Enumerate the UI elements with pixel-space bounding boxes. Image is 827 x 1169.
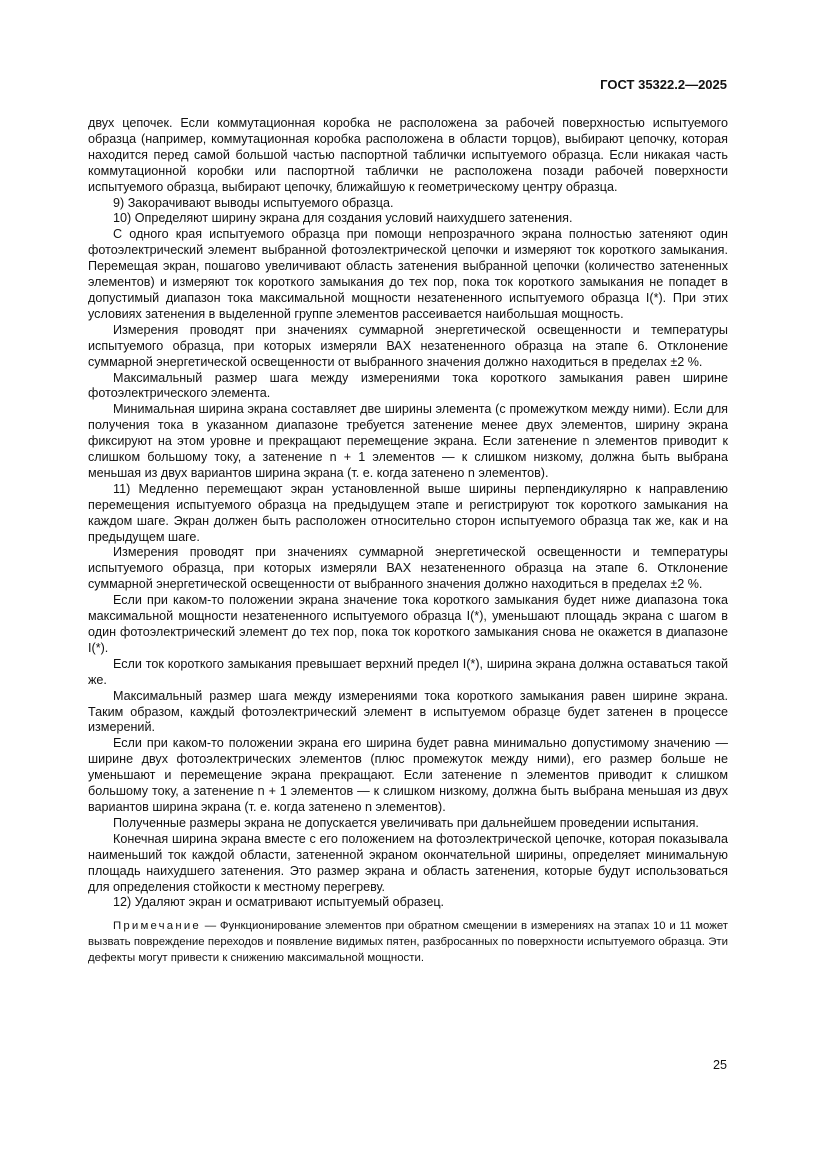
paragraph: 9) Закорачивают выводы испытуемого образца. <box>113 195 394 210</box>
page-number: 25 <box>712 1058 727 1072</box>
paragraph: Максимальный размер шага между измерениями тока короткого замыкания равен ширине экрана. Таким образом, каждый фотоэлектрический элемент в испытуемом образце будет затенен в процессе измерений. <box>88 688 728 735</box>
paragraph: Конечная ширина экрана вместе с его положением на фотоэлектрической цепочке, которая показывала наименьший ток каждой области, затененной экраном окончательной ширины, определяет минимальную площадь наихудшего затенения. Это размер экрана и область затенения, которые будут использоваться для определения стойкости к местному перегреву. <box>88 831 728 894</box>
note-label: Примечание <box>113 920 201 933</box>
paragraph: Измерения проводят при значениях суммарной энергетической освещенности и температуры испытуемого образца, при которых измеряли ВАХ незатененного образца на этапе 6. Отклонение суммарной энергетической освещенности от выбранного значения должно находиться в пределах ±2 %. <box>88 545 728 592</box>
paragraph: Минимальная ширина экрана составляет две ширины элемента (с промежутком между ними). Если для получения тока в указанном диапазоне требуется затенение менее двух элементов, ширину экрана фиксируют на этом уровне и прекращают перемещение экрана. Если затенение n элементов приводит к слишком большому току, а затенение n + 1 элементов — к слишком низкому, должна быть выбрана меньшая из двух вариантов ширина экрана (т. е. когда затенено n элементов). <box>88 402 728 480</box>
note-text: — Функционирование элементов при обратном смещении в измерениях на этапах 10 и 11 может вызвать повреждение переходов и появление видимых пятен, разбросанных по поверхности испытуемого образца. Эти дефекты могут привести к снижению максимальной мощности. <box>88 920 728 964</box>
paragraph: 12) Удаляют экран и осматривают испытуемый образец. <box>113 895 445 910</box>
note <box>88 919 728 966</box>
paragraph: Измерения проводят при значениях суммарной энергетической освещенности и температуры испытуемого образца, при которых измеряли ВАХ незатененного образца на этапе 6. Отклонение суммарной энергетической освещенности от выбранного значения должно находиться в пределах ±2 %. <box>88 322 728 369</box>
page-content <box>88 116 728 966</box>
paragraph: С одного края испытуемого образца при помощи непрозрачного экрана полностью затеняют один фотоэлектрический элемент выбранной фотоэлектрической цепочки и измеряют ток короткого замыкания. Перемещая экран, пошагово увеличивают область затенения выбранной цепочки (количество затененных элементов) и измеряют ток короткого замыкания до тех пор, пока ток короткого замыкания не попадет в допустимый диапазон тока максимальной мощности незатененного испытуемого образца I(*). При этих условиях затенения в выделенной группе элементов рассеивается наибольшая мощность. <box>88 227 728 321</box>
paragraph: двух цепочек. Если коммутационная коробка не расположена за рабочей поверхностью испытуемого образца (например, коммутационная коробка расположена в области торцов), выбирают цепочку, которая находится перед самой большой частью паспортной таблички испытуемого образца. Если никакая часть коммутационной коробки или паспортной таблички не расположена позади рабочей поверхности испытуемого образца, выбирают цепочку, ближайшую к геометрическому центру образца. <box>88 116 728 194</box>
paragraph: Если при каком-то положении экрана его ширина будет равна минимально допустимому значению — ширине двух фотоэлектрических элементов (плюс промежуток между ними), его размер больше не уменьшают и перемещение экрана прекращают. Если затенение n элементов приводит к слишком большому току, а затенение n + 1 элементов — к слишком низкому, должна быть выбрана меньшая из двух вариантов ширина экрана (т. е. когда затенено n элементов). <box>88 736 728 814</box>
paragraph: 10) Определяют ширину экрана для создания условий наихудшего затенения. <box>113 211 573 226</box>
document-header: ГОСТ 35322.2—2025 <box>600 77 727 92</box>
paragraph: Если при каком-то положении экрана значение тока короткого замыкания будет ниже диапазона тока максимальной мощности незатененного испытуемого образца I(*), уменьшают площадь экрана с шагом в один фотоэлектрический элемент до тех пор, пока ток короткого замыкания снова не окажется в диапазоне I(*). <box>88 593 728 655</box>
paragraph: Если ток короткого замыкания превышает верхний предел I(*), ширина экрана должна оставаться такой же. <box>88 656 728 687</box>
paragraph: Максимальный размер шага между измерениями тока короткого замыкания равен ширине фотоэлектрического элемента. <box>88 370 728 401</box>
paragraph: Полученные размеры экрана не допускается увеличивать при дальнейшем проведении испытания. <box>113 815 699 830</box>
paragraph: 11) Медленно перемещают экран установленной выше ширины перпендикулярно к направлению перемещения испытуемого образца на предыдущем этапе и регистрируют ток короткого замыкания на каждом шаге. Экран должен быть расположен относительно сторон испытуемого образца так же, как и на предыдущем шаге. <box>88 481 728 544</box>
